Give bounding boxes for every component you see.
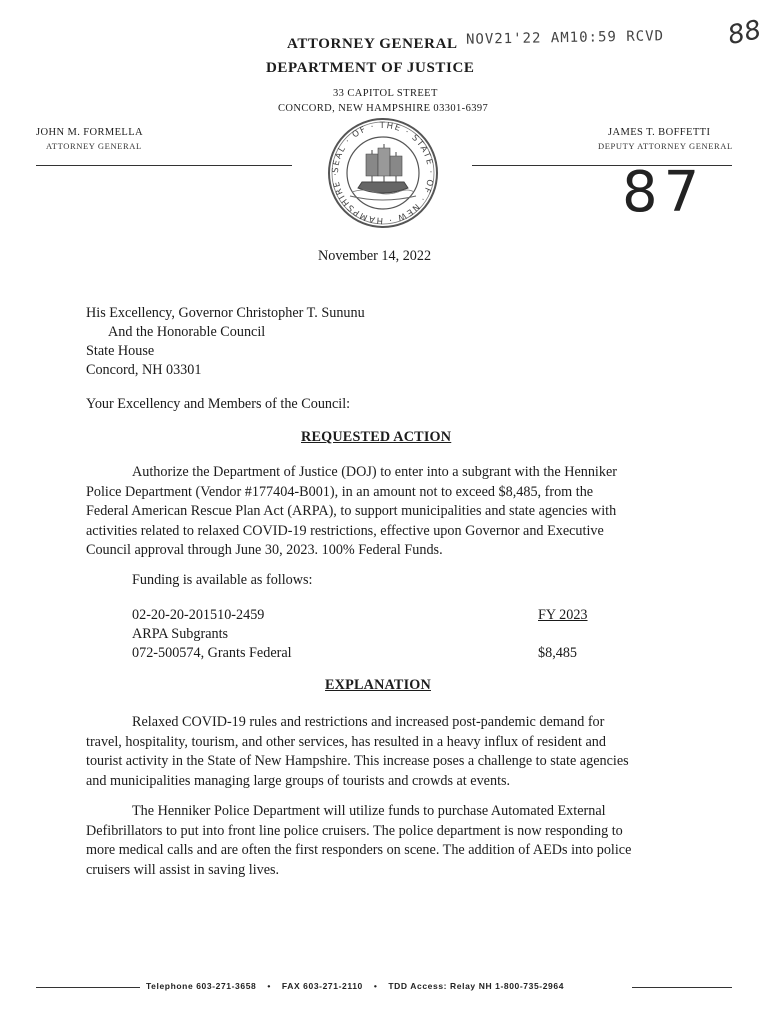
footer-tdd: TDD Access: Relay NH 1-800-735-2964 — [388, 981, 565, 991]
address-line-2: And the Honorable Council — [108, 324, 266, 340]
handwritten-item-number: 87 — [622, 160, 706, 225]
explanation-line: more medical calls and are often the first responders on scene. The addition of AEDs into police — [86, 842, 632, 858]
footer-right-rule — [632, 987, 732, 988]
footer-telephone: Telephone 603-271-3658 — [146, 981, 257, 991]
explanation-line: cruisers will assist in saving lives. — [86, 861, 280, 878]
funding-fiscal-year: FY 2023 — [538, 607, 588, 623]
funding-line-item: 072-500574, Grants Federal — [132, 645, 292, 661]
footer-contact-line — [146, 981, 564, 991]
department-title: DEPARTMENT OF JUSTICE — [266, 60, 475, 76]
requested-action-line: Federal American Rescue Plan Act (ARPA), to support municipalities and state agencies with — [86, 503, 617, 519]
state-seal-icon — [314, 116, 452, 230]
left-header-rule — [36, 165, 292, 166]
address-line-1: His Excellency, Governor Christopher T. Sununu — [86, 305, 365, 321]
street-address: 33 CAPITOL STREET — [333, 88, 438, 99]
explanation-line: and municipalities managing large groups of tourists and crowds at events. — [86, 772, 511, 789]
city-address: CONCORD, NEW HAMPSHIRE 03301-6397 — [278, 103, 489, 114]
explanation-line: The Henniker Police Department will utilize funds to purchase Automated External — [132, 803, 606, 819]
explanation-line: tourist activity in the State of New Hampshire. This increase poses a challenge to state agencies — [86, 753, 629, 769]
requested-action-line: Police Department (Vendor #177404-B001), in an amount not to exceed $8,485, from the — [86, 483, 594, 500]
attorney-general-name: JOHN M. FORMELLA — [36, 127, 144, 138]
explanation-paragraph-2 — [86, 802, 686, 880]
footer-left-rule — [36, 987, 140, 988]
funding-amount: $8,485 — [538, 645, 578, 661]
deputy-attorney-general-title: DEPUTY ATTORNEY GENERAL — [598, 141, 733, 151]
svg-text:SEAL · OF · THE · STATE · OF ·: SEAL · OF · THE · STATE · OF · NEW · HAMPSHIRE · — [330, 120, 436, 226]
received-stamp: NOV21'22 AM10:59 RCVD — [465, 28, 665, 48]
address-line-3: State House — [86, 343, 155, 359]
explanation-line: Relaxed COVID-19 rules and restrictions and increased post-pandemic demand for — [132, 714, 605, 730]
requested-action-paragraph — [86, 463, 686, 561]
funding-account-number: 02-20-20-201510-2459 — [132, 607, 265, 623]
requested-action-line: Authorize the Department of Justice (DOJ) to enter into a subgrant with the Henniker — [132, 464, 617, 480]
explanation-line: travel, hospitality, tourism, and other services, has resulted in a heavy influx of resident and — [86, 733, 606, 750]
footer-fax: FAX 603-271-2110 — [281, 981, 363, 991]
footer-separator: • — [373, 981, 378, 991]
deputy-attorney-general-name: JAMES T. BOFFETTI — [608, 127, 711, 138]
requested-action-line: Council approval through June 30, 2023. 100% Federal Funds. — [86, 542, 443, 558]
attorney-general-title: ATTORNEY GENERAL — [46, 141, 142, 151]
funding-account-name: ARPA Subgrants — [132, 626, 229, 642]
requested-action-line: activities related to relaxed COVID-19 restrictions, effective upon Governor and Executive — [86, 522, 604, 539]
explanation-line: Defibrillators to put into front line police cruisers. The police department is now responding to — [86, 822, 623, 839]
letter-date: November 14, 2022 — [318, 248, 432, 264]
requested-action-heading: REQUESTED ACTION — [301, 429, 452, 445]
address-line-4: Concord, NH 03301 — [86, 362, 202, 378]
office-title: ATTORNEY GENERAL — [287, 36, 458, 52]
footer-separator: • — [267, 981, 271, 991]
explanation-paragraph-1 — [86, 713, 686, 791]
salutation: Your Excellency and Members of the Council: — [86, 396, 351, 412]
explanation-heading: EXPLANATION — [325, 677, 431, 693]
handwritten-page-mark: 88 — [725, 14, 764, 52]
funding-intro: Funding is available as follows: — [132, 572, 313, 588]
